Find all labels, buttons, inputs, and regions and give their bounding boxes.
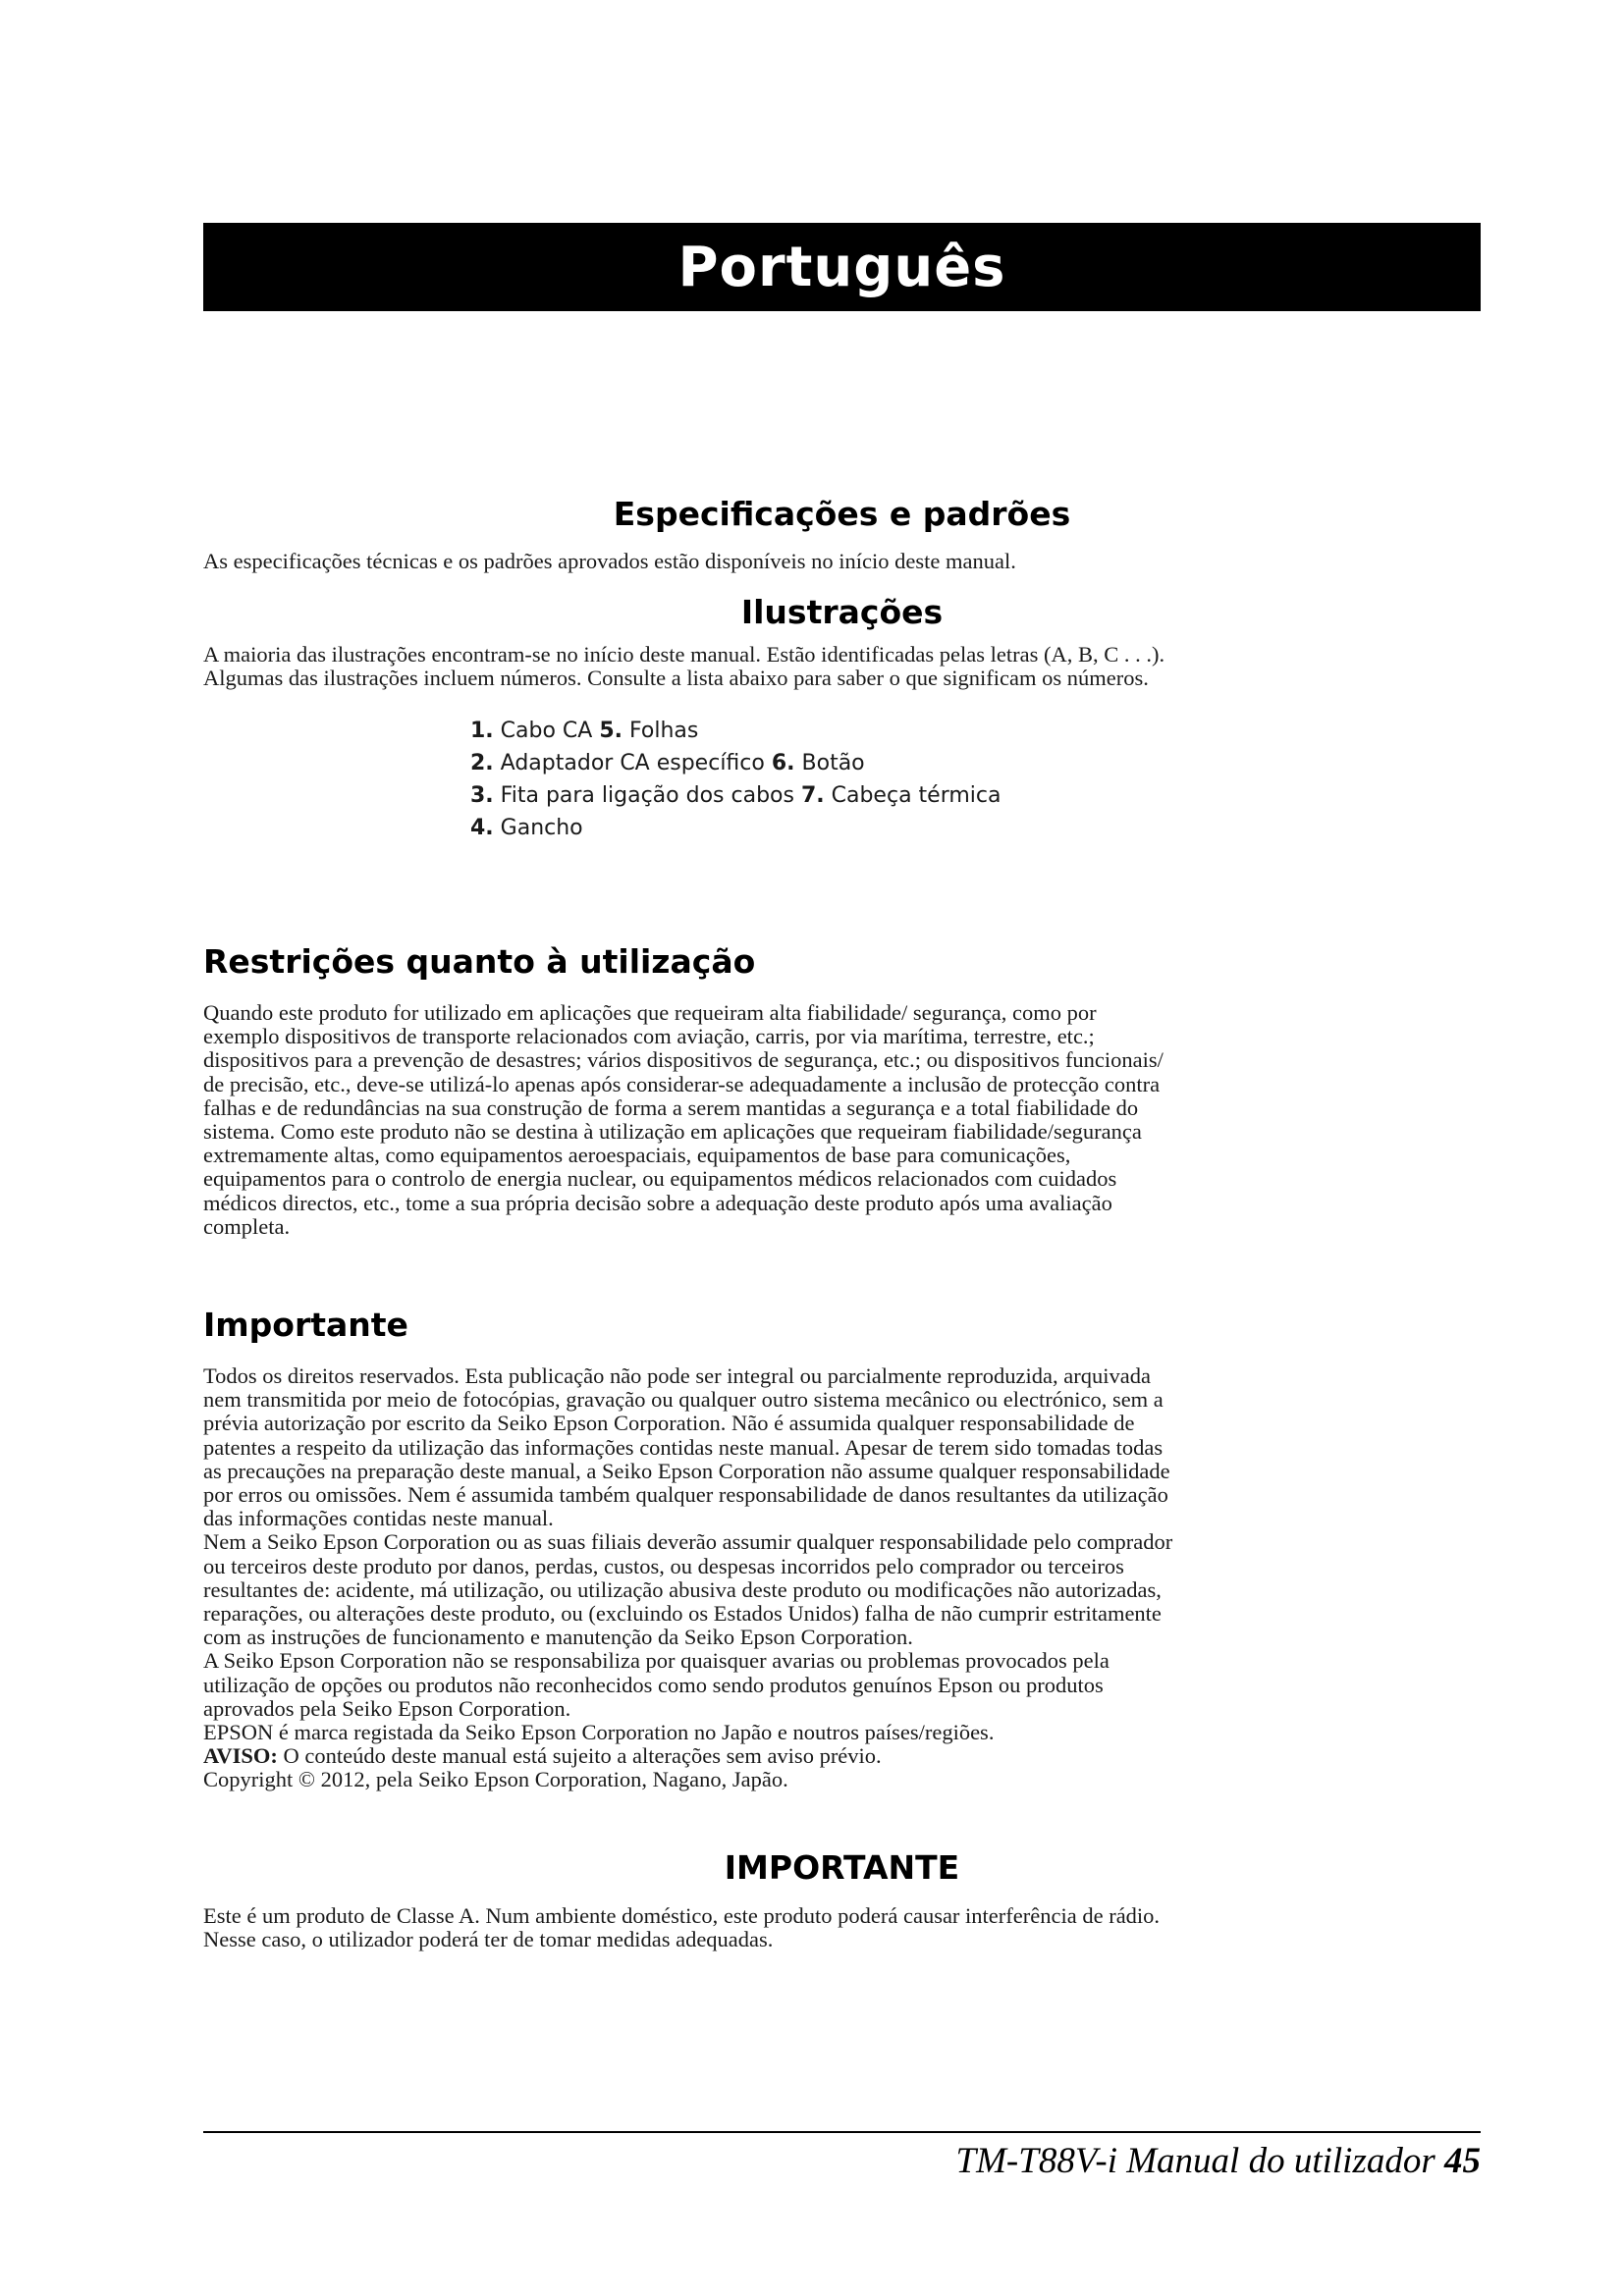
restrictions-heading: Restrições quanto à utilização bbox=[203, 942, 756, 981]
paragraph-line: A Seiko Epson Corporation não se responsabiliza por quaisquer avarias ou problemas provocados pela bbox=[203, 1648, 1110, 1674]
notice-label: AVISO: bbox=[203, 1743, 278, 1769]
list-item: 3. Fita para ligação dos cabos 7. Cabeça térmica bbox=[470, 783, 1001, 808]
paragraph-line: de precisão, etc., deve-se utilizá-lo apenas após considerar-se adequadamente a inclusão de protecção contra bbox=[203, 1071, 1161, 1096]
paragraph-line: extremamente altas, como equipamentos aeroespaciais, equipamentos de base para comunicações, bbox=[203, 1143, 1071, 1168]
paragraph-line: utilização de opções ou produtos não reconhecidos como sendo produtos genuínos Epson ou produtos bbox=[203, 1672, 1104, 1697]
paragraph-line: patentes a respeito da utilização das informações contidas neste manual. Apesar de terem sido tomadas todas bbox=[203, 1434, 1164, 1460]
class-a-heading: IMPORTANTE bbox=[724, 1848, 960, 1887]
class-a-text bbox=[203, 1904, 1481, 1951]
paragraph-line: dispositivos para a prevenção de desastres; vários dispositivos de segurança, etc.; ou dispositivos funcionais/ bbox=[203, 1047, 1164, 1073]
paragraph-line: EPSON é marca registada da Seiko Epson Corporation no Japão e noutros países/regiões. bbox=[203, 1720, 995, 1745]
footer-title: TM-T88V-i Manual do utilizador bbox=[955, 2141, 1435, 2181]
paragraph-line: resultantes de: acidente, má utilização, ou utilização abusiva deste produto ou modificações não autorizadas, bbox=[203, 1576, 1162, 1602]
important-heading: Importante bbox=[203, 1306, 408, 1344]
list-item: 2. Adaptador CA específico 6. Botão bbox=[470, 751, 865, 775]
paragraph-line: exemplo dispositivos de transporte relacionados com aviação, carris, por via marítima, terrestre, etc.; bbox=[203, 1024, 1095, 1049]
paragraph-line: prévia autorização por escrito da Seiko Epson Corporation. Não é assumida qualquer responsabilidade de bbox=[203, 1411, 1135, 1436]
paragraph-line: nem transmitida por meio de fotocópias, gravação ou qualquer outro sistema mecânico ou electrónico, sem a bbox=[203, 1387, 1164, 1413]
list-item: 4. Gancho bbox=[470, 816, 583, 840]
restrictions-text bbox=[203, 1001, 1481, 1239]
page bbox=[203, 0, 1481, 2296]
important-text bbox=[203, 1364, 1481, 1792]
paragraph-line: falhas e de redundâncias na sua construção de forma a serem mantidas a segurança e a total fiabilidade do bbox=[203, 1095, 1139, 1120]
paragraph-line: As especificações técnicas e os padrões aprovados estão disponíveis no início deste manual. bbox=[203, 549, 1016, 573]
paragraph-line: completa. bbox=[203, 1213, 291, 1239]
paragraph-line: das informações contidas neste manual. bbox=[203, 1506, 554, 1531]
paragraph-line: sistema. Como este produto não se destina à utilização em aplicações que requeiram fiabilidade/segurança bbox=[203, 1119, 1142, 1145]
paragraph-line: por erros ou omissões. Nem é assumida também qualquer responsabilidade de danos resultantes da utilização bbox=[203, 1482, 1168, 1508]
list-item: 1. Cabo CA 5. Folhas bbox=[470, 719, 699, 743]
illustrations-heading: Ilustrações bbox=[740, 593, 944, 631]
copyright-line: Copyright © 2012, pela Seiko Epson Corporation, Nagano, Japão. bbox=[203, 1767, 788, 1792]
illustration-number-list bbox=[470, 715, 1001, 844]
paragraph-line: A maioria das ilustrações encontram-se no início deste manual. Estão identificadas pelas letras (A, B, C . . .). bbox=[203, 642, 1165, 667]
paragraph-line: equipamentos para o controlo de energia nuclear, ou equipamentos médicos relacionados com cuidados bbox=[203, 1166, 1117, 1192]
paragraph-line: Este é um produto de Classe A. Num ambiente doméstico, este produto poderá causar interferência de rádio. bbox=[203, 1903, 1161, 1928]
page-number: 45 bbox=[1444, 2141, 1481, 2181]
illustrations-text bbox=[203, 643, 1481, 690]
language-banner bbox=[203, 223, 1481, 311]
paragraph-line: Nesse caso, o utilizador poderá ter de tomar medidas adequadas. bbox=[203, 1927, 774, 1952]
paragraph-line: Algumas das ilustrações incluem números. Consulte a lista abaixo para saber o que significam os números. bbox=[203, 666, 1149, 691]
paragraph-line: reparações, ou alterações deste produto, ou (excluindo os Estados Unidos) falha de não cumprir estritamente bbox=[203, 1601, 1162, 1627]
notice-text: O conteúdo deste manual está sujeito a alterações sem aviso prévio. bbox=[277, 1743, 882, 1769]
paragraph-line: ou terceiros deste produto por danos, perdas, custos, ou despesas incorridos pelo comprador ou terceiros bbox=[203, 1553, 1124, 1578]
paragraph-line: Quando este produto for utilizado em aplicações que requeiram alta fiabilidade/ segurança, como por bbox=[203, 1000, 1097, 1025]
footer-divider bbox=[203, 2131, 1481, 2133]
paragraph-line: com as instruções de funcionamento e manutenção da Seiko Epson Corporation. bbox=[203, 1625, 913, 1650]
page-footer bbox=[956, 2140, 1481, 2182]
specs-heading: Especificações e padrões bbox=[613, 495, 1071, 533]
paragraph-line: as precauções na preparação deste manual, a Seiko Epson Corporation não assume qualquer responsabilidade bbox=[203, 1458, 1170, 1483]
paragraph-line: Nem a Seiko Epson Corporation ou as suas filiais deverão assumir qualquer responsabilidade pelo comprador bbox=[203, 1529, 1173, 1555]
specs-text bbox=[203, 550, 1481, 573]
paragraph-line: médicos directos, etc., tome a sua própria decisão sobre a adequação deste produto após uma avaliação bbox=[203, 1190, 1112, 1215]
paragraph-line: Todos os direitos reservados. Esta publicação não pode ser integral ou parcialmente reproduzida, arquivada bbox=[203, 1363, 1151, 1388]
paragraph-line: aprovados pela Seiko Epson Corporation. bbox=[203, 1695, 571, 1721]
notice-line bbox=[203, 1744, 1481, 1768]
banner-title: Português bbox=[677, 235, 1006, 299]
